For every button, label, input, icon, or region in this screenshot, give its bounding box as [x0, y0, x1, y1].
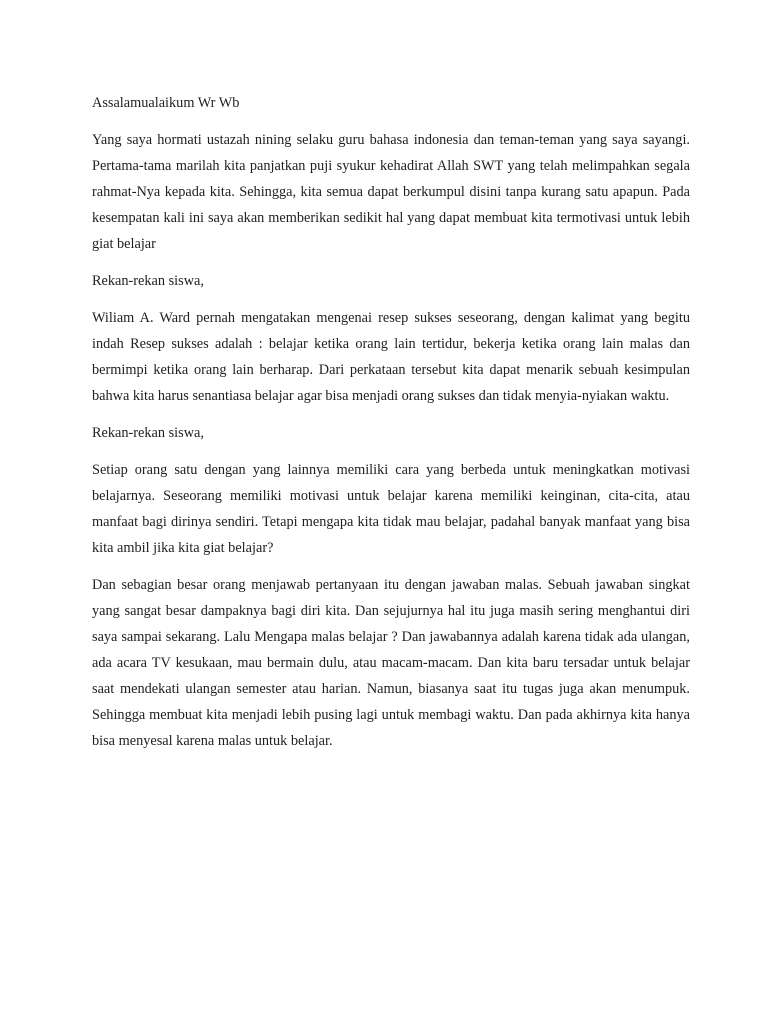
document-page [92, 90, 690, 765]
greeting: Assalamualaikum Wr Wb [92, 95, 240, 111]
paragraph-address-2: Rekan-rekan siswa, [92, 425, 204, 441]
paragraph-motivation: Setiap orang satu dengan yang lainnya memiliki cara yang berbeda untuk meningkatkan motivasi belajarnya. Seseorang memiliki motivasi untuk belajar karena memiliki keinginan, cita-cita, atau manfaat bagi dirinya sendiri. Tetapi mengapa kita tidak mau belajar, padahal banyak manfaat yang bisa kita ambil jika kita giat belajar? [92, 462, 690, 556]
paragraph-quote: Wiliam A. Ward pernah mengatakan mengenai resep sukses seseorang, dengan kalimat yang begitu indah Resep sukses adalah : belajar ketika orang lain tertidur, bekerja ketika orang lain malas dan bermimpi ketika orang lain berharap. Dari perkataan tersebut kita dapat menarik sebuah kesimpulan bahwa kita harus senantiasa belajar agar bisa menjadi orang sukses dan tidak menyia-nyiakan waktu. [92, 310, 690, 404]
paragraph-opening: Yang saya hormati ustazah nining selaku guru bahasa indonesia dan teman-teman yang saya sayangi. Pertama-tama marilah kita panjatkan puji syukur kehadirat Allah SWT yang telah melimpahkan segala rahmat-Nya kepada kita. Sehingga, kita semua dapat berkumpul disini tanpa kurang satu apapun. Pada kesempatan kali ini saya akan memberikan sedikit hal yang dapat membuat kita termotivasi untuk lebih giat belajar [92, 132, 690, 252]
paragraph-laziness: Dan sebagian besar orang menjawab pertanyaan itu dengan jawaban malas. Sebuah jawaban singkat yang sangat besar dampaknya bagi diri kita. Dan sejujurnya hal itu juga masih sering menghantui diri saya sampai sekarang. Lalu Mengapa malas belajar ? Dan jawabannya adalah karena tidak ada ulangan, ada acara TV kesukaan, mau bermain dulu, atau macam-macam. Dan kita baru tersadar untuk belajar saat mendekati ulangan semester atau harian. Namun, biasanya saat itu tugas juga akan menumpuk. Sehingga membuat kita menjadi lebih pusing lagi untuk membagi waktu. Dan pada akhirnya kita hanya bisa menyesal karena malas untuk belajar. [92, 577, 690, 749]
paragraph-address-1: Rekan-rekan siswa, [92, 273, 204, 289]
